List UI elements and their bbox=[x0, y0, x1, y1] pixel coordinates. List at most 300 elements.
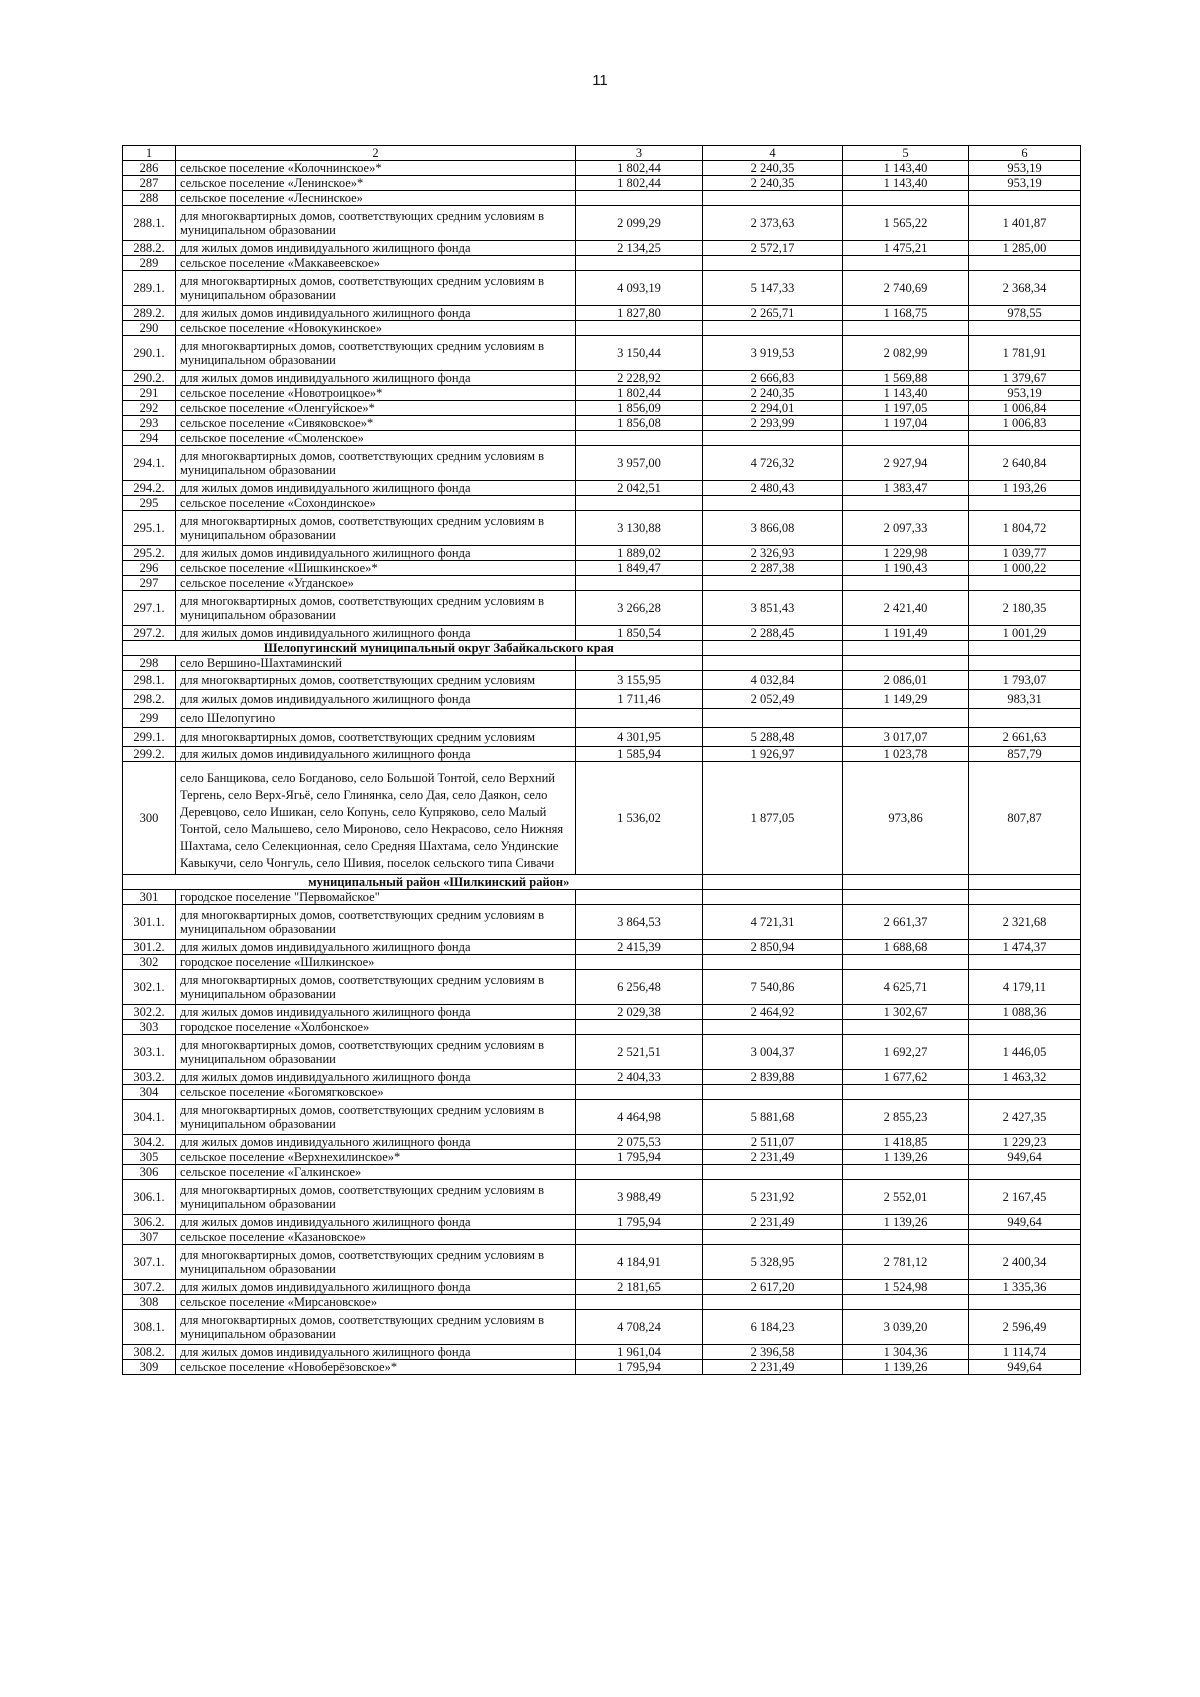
row-number: 308.1. bbox=[123, 1310, 176, 1345]
row-description: село Шелопугино bbox=[176, 709, 576, 728]
value-col-5 bbox=[843, 1085, 969, 1100]
value-col-3: 2 228,92 bbox=[576, 371, 703, 386]
column-number-1: 1 bbox=[123, 146, 176, 161]
value-col-5: 3 017,07 bbox=[843, 728, 969, 747]
value-col-6: 1 474,37 bbox=[969, 940, 1081, 955]
value-col-3: 1 711,46 bbox=[576, 690, 703, 709]
row-number: 305 bbox=[123, 1150, 176, 1165]
value-col-6: 1 285,00 bbox=[969, 241, 1081, 256]
value-col-4: 2 288,45 bbox=[703, 626, 843, 641]
row-description: для жилых домов индивидуального жилищного фонда bbox=[176, 546, 576, 561]
value-col-4 bbox=[703, 1020, 843, 1035]
value-col-5: 1 475,21 bbox=[843, 241, 969, 256]
region-header-spacer bbox=[123, 641, 176, 656]
table-row bbox=[123, 747, 1081, 762]
value-col-5: 2 552,01 bbox=[843, 1180, 969, 1215]
value-col-4: 1 877,05 bbox=[703, 762, 843, 875]
row-description: сельское поселение «Шишкинское»* bbox=[176, 561, 576, 576]
table-row bbox=[123, 306, 1081, 321]
row-number: 288.2. bbox=[123, 241, 176, 256]
row-number: 289.1. bbox=[123, 271, 176, 306]
value-col-5: 1 565,22 bbox=[843, 206, 969, 241]
value-col-5: 1 383,47 bbox=[843, 481, 969, 496]
empty-cell bbox=[843, 875, 969, 890]
value-col-3 bbox=[576, 1230, 703, 1245]
value-col-5: 1 677,62 bbox=[843, 1070, 969, 1085]
row-number: 288.1. bbox=[123, 206, 176, 241]
table-row bbox=[123, 431, 1081, 446]
column-number-4: 4 bbox=[703, 146, 843, 161]
value-col-4 bbox=[703, 576, 843, 591]
table-row bbox=[123, 561, 1081, 576]
value-col-3: 1 856,09 bbox=[576, 401, 703, 416]
column-number-3: 3 bbox=[576, 146, 703, 161]
table-row bbox=[123, 206, 1081, 241]
value-col-6: 1 114,74 bbox=[969, 1345, 1081, 1360]
value-col-4 bbox=[703, 1230, 843, 1245]
row-number: 294.2. bbox=[123, 481, 176, 496]
row-description: для жилых домов индивидуального жилищного фонда bbox=[176, 1215, 576, 1230]
value-col-3: 4 093,19 bbox=[576, 271, 703, 306]
table-row bbox=[123, 1135, 1081, 1150]
row-description: сельское поселение «Новокукинское» bbox=[176, 321, 576, 336]
value-col-6: 1 335,36 bbox=[969, 1280, 1081, 1295]
value-col-4: 2 231,49 bbox=[703, 1360, 843, 1375]
value-col-6: 953,19 bbox=[969, 161, 1081, 176]
table-row bbox=[123, 371, 1081, 386]
value-col-5: 1 139,26 bbox=[843, 1360, 969, 1375]
value-col-4: 3 004,37 bbox=[703, 1035, 843, 1070]
value-col-4: 1 926,97 bbox=[703, 747, 843, 762]
value-col-4 bbox=[703, 1085, 843, 1100]
value-col-3: 2 415,39 bbox=[576, 940, 703, 955]
value-col-4: 2 293,99 bbox=[703, 416, 843, 431]
row-description: для многоквартирных домов, соответствующих средним условиям в муниципальном образовании bbox=[176, 446, 576, 481]
value-col-3: 4 708,24 bbox=[576, 1310, 703, 1345]
column-number-2: 2 bbox=[176, 146, 576, 161]
value-col-5: 1 524,98 bbox=[843, 1280, 969, 1295]
row-number: 303 bbox=[123, 1020, 176, 1035]
value-col-3: 2 042,51 bbox=[576, 481, 703, 496]
value-col-4: 5 231,92 bbox=[703, 1180, 843, 1215]
value-col-5 bbox=[843, 656, 969, 671]
value-col-3: 2 404,33 bbox=[576, 1070, 703, 1085]
value-col-5: 1 304,36 bbox=[843, 1345, 969, 1360]
row-description: сельское поселение «Казановское» bbox=[176, 1230, 576, 1245]
value-col-6 bbox=[969, 256, 1081, 271]
value-col-5: 2 661,37 bbox=[843, 905, 969, 940]
row-number: 289 bbox=[123, 256, 176, 271]
row-number: 308.2. bbox=[123, 1345, 176, 1360]
row-number: 306 bbox=[123, 1165, 176, 1180]
row-description: сельское поселение «Галкинское» bbox=[176, 1165, 576, 1180]
table-row bbox=[123, 446, 1081, 481]
value-col-3 bbox=[576, 890, 703, 905]
value-col-6 bbox=[969, 709, 1081, 728]
value-col-6: 807,87 bbox=[969, 762, 1081, 875]
value-col-5: 1 229,98 bbox=[843, 546, 969, 561]
table-row bbox=[123, 1165, 1081, 1180]
value-col-6 bbox=[969, 321, 1081, 336]
value-col-5 bbox=[843, 1165, 969, 1180]
value-col-4: 2 373,63 bbox=[703, 206, 843, 241]
row-number: 298 bbox=[123, 656, 176, 671]
row-description: для жилых домов индивидуального жилищного фонда bbox=[176, 1345, 576, 1360]
row-number: 295.1. bbox=[123, 511, 176, 546]
value-col-5 bbox=[843, 955, 969, 970]
table-row bbox=[123, 336, 1081, 371]
value-col-6: 983,31 bbox=[969, 690, 1081, 709]
value-col-3: 1 536,02 bbox=[576, 762, 703, 875]
value-col-4: 5 288,48 bbox=[703, 728, 843, 747]
value-col-5 bbox=[843, 431, 969, 446]
value-col-5 bbox=[843, 1295, 969, 1310]
table-row bbox=[123, 1085, 1081, 1100]
value-col-5: 1 197,04 bbox=[843, 416, 969, 431]
table-row bbox=[123, 1005, 1081, 1020]
row-number: 304 bbox=[123, 1085, 176, 1100]
table-row bbox=[123, 656, 1081, 671]
value-col-6: 1 229,23 bbox=[969, 1135, 1081, 1150]
row-number: 292 bbox=[123, 401, 176, 416]
value-col-4: 3 866,08 bbox=[703, 511, 843, 546]
value-col-3: 2 099,29 bbox=[576, 206, 703, 241]
row-number: 299.1. bbox=[123, 728, 176, 747]
value-col-4: 2 240,35 bbox=[703, 386, 843, 401]
value-col-3: 3 266,28 bbox=[576, 591, 703, 626]
row-number: 307 bbox=[123, 1230, 176, 1245]
row-number: 294.1. bbox=[123, 446, 176, 481]
value-col-5: 1 692,27 bbox=[843, 1035, 969, 1070]
table-row bbox=[123, 546, 1081, 561]
row-number: 293 bbox=[123, 416, 176, 431]
row-number: 304.2. bbox=[123, 1135, 176, 1150]
row-number: 286 bbox=[123, 161, 176, 176]
table-row bbox=[123, 1360, 1081, 1375]
table-row bbox=[123, 271, 1081, 306]
row-description: городское поселение «Шилкинское» bbox=[176, 955, 576, 970]
row-number: 301 bbox=[123, 890, 176, 905]
value-col-5: 2 781,12 bbox=[843, 1245, 969, 1280]
row-description: для многоквартирных домов, соответствующих средним условиям bbox=[176, 671, 576, 690]
value-col-6: 1 039,77 bbox=[969, 546, 1081, 561]
row-number: 299.2. bbox=[123, 747, 176, 762]
table-row bbox=[123, 481, 1081, 496]
value-col-3 bbox=[576, 656, 703, 671]
value-col-3: 1 827,80 bbox=[576, 306, 703, 321]
value-col-6 bbox=[969, 656, 1081, 671]
value-col-4 bbox=[703, 709, 843, 728]
row-number: 291 bbox=[123, 386, 176, 401]
value-col-5: 1 168,75 bbox=[843, 306, 969, 321]
value-col-4 bbox=[703, 656, 843, 671]
value-col-4 bbox=[703, 431, 843, 446]
value-col-3: 3 150,44 bbox=[576, 336, 703, 371]
table-row bbox=[123, 762, 1081, 875]
row-number: 296 bbox=[123, 561, 176, 576]
table-row bbox=[123, 905, 1081, 940]
value-col-5: 2 855,23 bbox=[843, 1100, 969, 1135]
value-col-4: 5 881,68 bbox=[703, 1100, 843, 1135]
row-description: сельское поселение «Богомягковское» bbox=[176, 1085, 576, 1100]
value-col-6 bbox=[969, 496, 1081, 511]
value-col-5 bbox=[843, 191, 969, 206]
value-col-6 bbox=[969, 955, 1081, 970]
value-col-4: 2 511,07 bbox=[703, 1135, 843, 1150]
value-col-6: 978,55 bbox=[969, 306, 1081, 321]
value-col-3: 1 585,94 bbox=[576, 747, 703, 762]
row-number: 295 bbox=[123, 496, 176, 511]
value-col-4: 2 231,49 bbox=[703, 1215, 843, 1230]
row-description: сельское поселение «Верхнехилинское»* bbox=[176, 1150, 576, 1165]
value-col-3 bbox=[576, 955, 703, 970]
value-col-3: 1 802,44 bbox=[576, 161, 703, 176]
row-number: 302.1. bbox=[123, 970, 176, 1005]
value-col-4: 3 919,53 bbox=[703, 336, 843, 371]
value-col-5: 1 143,40 bbox=[843, 161, 969, 176]
value-col-3: 1 802,44 bbox=[576, 176, 703, 191]
row-description: для многоквартирных домов, соответствующих средним условиям в муниципальном образовании bbox=[176, 1180, 576, 1215]
value-col-4 bbox=[703, 955, 843, 970]
row-number: 306.1. bbox=[123, 1180, 176, 1215]
value-col-4: 3 851,43 bbox=[703, 591, 843, 626]
value-col-6: 1 401,87 bbox=[969, 206, 1081, 241]
tariff-table-body bbox=[123, 146, 1081, 1375]
row-number: 288 bbox=[123, 191, 176, 206]
value-col-5: 1 023,78 bbox=[843, 747, 969, 762]
value-col-4: 2 294,01 bbox=[703, 401, 843, 416]
row-number: 306.2. bbox=[123, 1215, 176, 1230]
value-col-6: 1 463,32 bbox=[969, 1070, 1081, 1085]
value-col-5 bbox=[843, 576, 969, 591]
value-col-3: 4 464,98 bbox=[576, 1100, 703, 1135]
value-col-6: 1 001,29 bbox=[969, 626, 1081, 641]
row-number: 300 bbox=[123, 762, 176, 875]
value-col-5 bbox=[843, 709, 969, 728]
empty-cell bbox=[843, 641, 969, 656]
row-number: 298.2. bbox=[123, 690, 176, 709]
row-number: 298.1. bbox=[123, 671, 176, 690]
table-row bbox=[123, 416, 1081, 431]
value-col-3 bbox=[576, 1165, 703, 1180]
value-col-6: 953,19 bbox=[969, 386, 1081, 401]
row-description: сельское поселение «Сивяковское»* bbox=[176, 416, 576, 431]
table-row bbox=[123, 241, 1081, 256]
row-description: село Банщикова, село Богданово, село Большой Тонтой, село Верхний Тергень, село Верх-Ягьё, село Глинянка, село Дая, село Даякон, село Деревцово, село Ишикан, село Копунь, село Купряково, село Малый Тонтой, село Малышево, село Мироново, село Некрасово, село Нижняя Шахтама, село Селекционная, село Средняя Шахтама, село Ундинские Кавыкучи, село Чонгуль, село Шивия, поселок сельского типа Сивачи bbox=[176, 762, 576, 875]
value-col-4: 2 265,71 bbox=[703, 306, 843, 321]
empty-cell bbox=[703, 641, 843, 656]
row-number: 304.1. bbox=[123, 1100, 176, 1135]
value-col-3 bbox=[576, 1020, 703, 1035]
table-row bbox=[123, 1280, 1081, 1295]
table-row bbox=[123, 1020, 1081, 1035]
value-col-4: 2 326,93 bbox=[703, 546, 843, 561]
value-col-6: 2 180,35 bbox=[969, 591, 1081, 626]
value-col-3 bbox=[576, 256, 703, 271]
empty-cell bbox=[969, 875, 1081, 890]
value-col-5: 1 688,68 bbox=[843, 940, 969, 955]
value-col-5: 2 082,99 bbox=[843, 336, 969, 371]
value-col-4: 4 726,32 bbox=[703, 446, 843, 481]
value-col-5: 3 039,20 bbox=[843, 1310, 969, 1345]
value-col-3: 4 301,95 bbox=[576, 728, 703, 747]
value-col-4: 2 480,43 bbox=[703, 481, 843, 496]
row-description: для жилых домов индивидуального жилищного фонда bbox=[176, 241, 576, 256]
row-description: для многоквартирных домов, соответствующих средним условиям в муниципальном образовании bbox=[176, 511, 576, 546]
value-col-4: 2 572,17 bbox=[703, 241, 843, 256]
row-number: 303.1. bbox=[123, 1035, 176, 1070]
region-header-row bbox=[123, 875, 1081, 890]
table-row bbox=[123, 690, 1081, 709]
value-col-4: 2 240,35 bbox=[703, 176, 843, 191]
row-number: 303.2. bbox=[123, 1070, 176, 1085]
page-number: 11 bbox=[592, 72, 608, 89]
value-col-5: 2 086,01 bbox=[843, 671, 969, 690]
table-row bbox=[123, 1245, 1081, 1280]
value-col-3 bbox=[576, 1295, 703, 1310]
value-col-4: 2 052,49 bbox=[703, 690, 843, 709]
table-row bbox=[123, 386, 1081, 401]
value-col-3: 2 029,38 bbox=[576, 1005, 703, 1020]
value-col-5: 2 740,69 bbox=[843, 271, 969, 306]
row-description: для жилых домов индивидуального жилищного фонда bbox=[176, 306, 576, 321]
row-description: городское поселение «Холбонское» bbox=[176, 1020, 576, 1035]
value-col-6: 1 446,05 bbox=[969, 1035, 1081, 1070]
value-col-4: 2 666,83 bbox=[703, 371, 843, 386]
row-description: сельское поселение «Маккавеевское» bbox=[176, 256, 576, 271]
value-col-5: 1 190,43 bbox=[843, 561, 969, 576]
table-row bbox=[123, 1035, 1081, 1070]
table-row bbox=[123, 1345, 1081, 1360]
table-row bbox=[123, 709, 1081, 728]
value-col-4: 2 231,49 bbox=[703, 1150, 843, 1165]
value-col-6 bbox=[969, 1230, 1081, 1245]
row-description: для многоквартирных домов, соответствующих средним условиям в муниципальном образовании bbox=[176, 1245, 576, 1280]
value-col-5: 1 197,05 bbox=[843, 401, 969, 416]
row-description: городское поселение "Первомайское" bbox=[176, 890, 576, 905]
row-description: для жилых домов индивидуального жилищного фонда bbox=[176, 1280, 576, 1295]
value-col-6: 4 179,11 bbox=[969, 970, 1081, 1005]
value-col-4: 2 839,88 bbox=[703, 1070, 843, 1085]
value-col-3: 4 184,91 bbox=[576, 1245, 703, 1280]
value-col-3: 1 802,44 bbox=[576, 386, 703, 401]
table-row bbox=[123, 591, 1081, 626]
value-col-6: 1 379,67 bbox=[969, 371, 1081, 386]
value-col-6: 2 661,63 bbox=[969, 728, 1081, 747]
value-col-3: 1 795,94 bbox=[576, 1215, 703, 1230]
value-col-5: 2 097,33 bbox=[843, 511, 969, 546]
region-header-spacer bbox=[123, 875, 176, 890]
table-row bbox=[123, 1150, 1081, 1165]
value-col-5: 1 149,29 bbox=[843, 690, 969, 709]
value-col-3: 1 795,94 bbox=[576, 1360, 703, 1375]
value-col-3: 3 130,88 bbox=[576, 511, 703, 546]
table-row bbox=[123, 970, 1081, 1005]
value-col-3: 2 181,65 bbox=[576, 1280, 703, 1295]
row-description: для жилых домов индивидуального жилищного фонда bbox=[176, 371, 576, 386]
value-col-6: 2 596,49 bbox=[969, 1310, 1081, 1345]
row-number: 297 bbox=[123, 576, 176, 591]
value-col-3 bbox=[576, 496, 703, 511]
value-col-3: 2 134,25 bbox=[576, 241, 703, 256]
row-number: 307.1. bbox=[123, 1245, 176, 1280]
value-col-6 bbox=[969, 1085, 1081, 1100]
value-col-6 bbox=[969, 890, 1081, 905]
value-col-3: 1 961,04 bbox=[576, 1345, 703, 1360]
row-description: сельское поселение «Мирсановское» bbox=[176, 1295, 576, 1310]
value-col-3: 3 155,95 bbox=[576, 671, 703, 690]
row-description: сельское поселение «Оленгуйское»* bbox=[176, 401, 576, 416]
value-col-6: 1 006,84 bbox=[969, 401, 1081, 416]
value-col-3 bbox=[576, 431, 703, 446]
value-col-5 bbox=[843, 321, 969, 336]
value-col-5: 1 191,49 bbox=[843, 626, 969, 641]
value-col-6 bbox=[969, 431, 1081, 446]
row-description: для многоквартирных домов, соответствующих средним условиям в муниципальном образовании bbox=[176, 206, 576, 241]
value-col-4: 6 184,23 bbox=[703, 1310, 843, 1345]
row-description: сельское поселение «Смоленское» bbox=[176, 431, 576, 446]
row-description: для жилых домов индивидуального жилищного фонда bbox=[176, 690, 576, 709]
row-description: село Вершино-Шахтаминский bbox=[176, 656, 576, 671]
row-description: для многоквартирных домов, соответствующих средним условиям в муниципальном образовании bbox=[176, 905, 576, 940]
row-number: 290.2. bbox=[123, 371, 176, 386]
value-col-3: 1 849,47 bbox=[576, 561, 703, 576]
row-number: 289.2. bbox=[123, 306, 176, 321]
row-description: сельское поселение «Леснинское» bbox=[176, 191, 576, 206]
row-description: сельское поселение «Колочнинское»* bbox=[176, 161, 576, 176]
value-col-5: 1 139,26 bbox=[843, 1215, 969, 1230]
row-number: 301.1. bbox=[123, 905, 176, 940]
value-col-4 bbox=[703, 496, 843, 511]
row-description: для жилых домов индивидуального жилищного фонда bbox=[176, 1135, 576, 1150]
value-col-5: 1 569,88 bbox=[843, 371, 969, 386]
value-col-6: 2 427,35 bbox=[969, 1100, 1081, 1135]
value-col-6: 1 793,07 bbox=[969, 671, 1081, 690]
value-col-4: 2 850,94 bbox=[703, 940, 843, 955]
row-description: сельское поселение «Угданское» bbox=[176, 576, 576, 591]
value-col-6: 2 321,68 bbox=[969, 905, 1081, 940]
row-description: для жилых домов индивидуального жилищного фонда bbox=[176, 747, 576, 762]
empty-cell bbox=[969, 641, 1081, 656]
value-col-3 bbox=[576, 576, 703, 591]
row-number: 309 bbox=[123, 1360, 176, 1375]
value-col-6 bbox=[969, 191, 1081, 206]
value-col-3: 3 957,00 bbox=[576, 446, 703, 481]
value-col-4 bbox=[703, 1295, 843, 1310]
value-col-3: 6 256,48 bbox=[576, 970, 703, 1005]
value-col-4: 2 240,35 bbox=[703, 161, 843, 176]
value-col-3: 1 850,54 bbox=[576, 626, 703, 641]
table-row bbox=[123, 671, 1081, 690]
table-row bbox=[123, 1310, 1081, 1345]
table-row bbox=[123, 1070, 1081, 1085]
value-col-6: 1 088,36 bbox=[969, 1005, 1081, 1020]
value-col-4: 2 617,20 bbox=[703, 1280, 843, 1295]
value-col-6 bbox=[969, 576, 1081, 591]
table-row bbox=[123, 940, 1081, 955]
table-row bbox=[123, 1215, 1081, 1230]
row-number: 287 bbox=[123, 176, 176, 191]
row-number: 302.2. bbox=[123, 1005, 176, 1020]
value-col-6: 2 167,45 bbox=[969, 1180, 1081, 1215]
value-col-3: 2 521,51 bbox=[576, 1035, 703, 1070]
value-col-6: 1 193,26 bbox=[969, 481, 1081, 496]
table-row bbox=[123, 890, 1081, 905]
row-description: сельское поселение «Сохондинское» bbox=[176, 496, 576, 511]
row-description: для многоквартирных домов, соответствующих средним условиям в муниципальном образовании bbox=[176, 336, 576, 371]
value-col-4: 2 464,92 bbox=[703, 1005, 843, 1020]
value-col-6: 949,64 bbox=[969, 1215, 1081, 1230]
